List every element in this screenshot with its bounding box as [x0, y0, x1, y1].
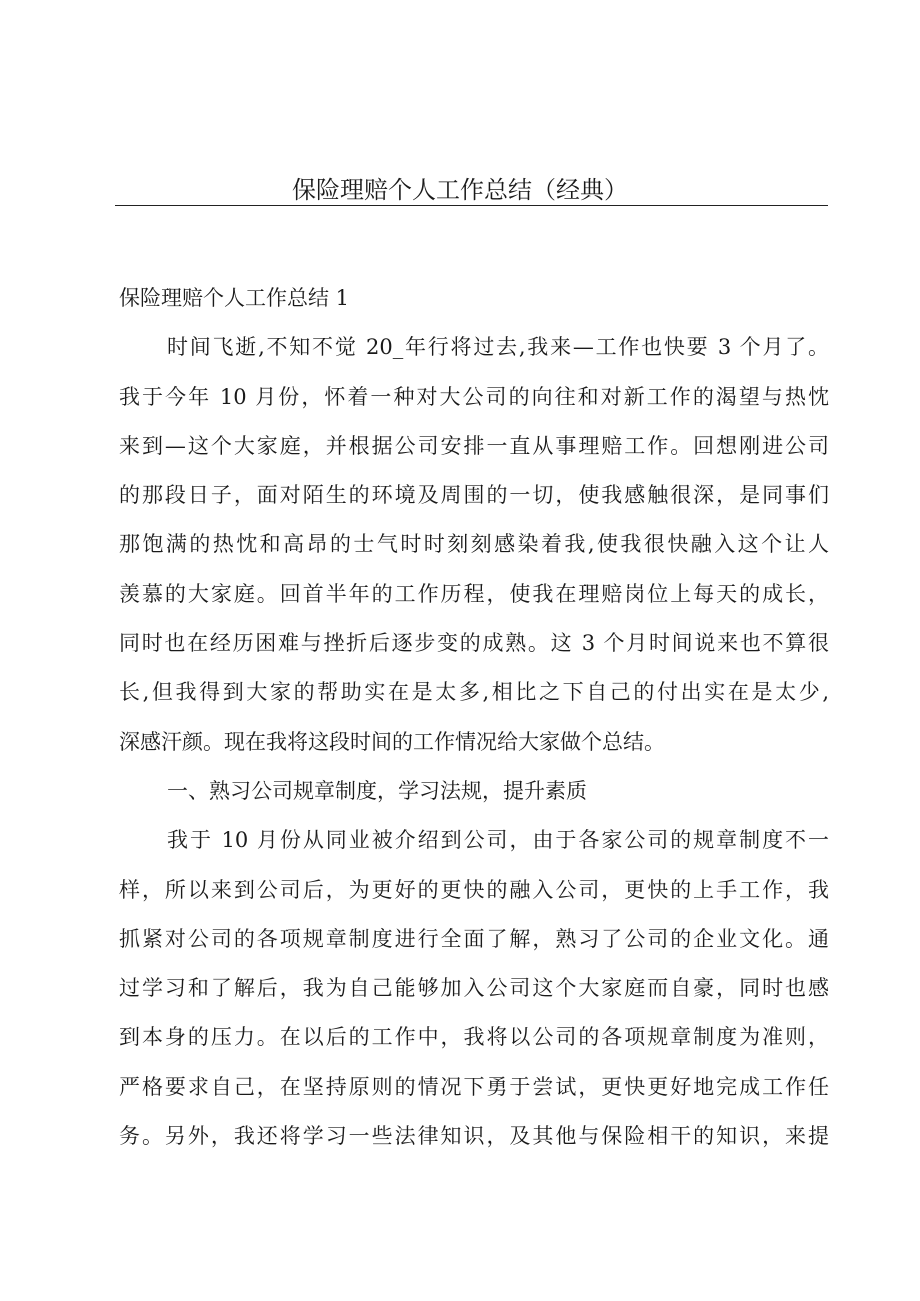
paragraph-line: 过学习和了解后，我为自己能够加入公司这个大家庭而自豪，同时也感 — [119, 976, 829, 1001]
document-body — [119, 274, 829, 1161]
paragraph-line: 一、熟习公司规章制度，学习法规，提升素质 — [167, 778, 587, 803]
paragraph-line: 严格要求自己，在坚持原则的情况下勇于尝试，更快更好地完成工作任 — [119, 1074, 829, 1099]
paragraph-line: 同时也在经历困难与挫折后逐步变的成熟。这 3 个月时间说来也不算很 — [119, 631, 829, 656]
paragraph-line: 来到—这个大家庭，并根据公司安排一直从事理赔工作。回想刚进公司 — [119, 433, 829, 458]
paragraph-line: 那饱满的热忱和高昂的士气时时刻刻感染着我,使我很快融入这个让人 — [119, 532, 829, 557]
paragraph-line: 务。另外，我还将学习一些法律知识，及其他与保险相干的知识，来提 — [119, 1124, 829, 1149]
paragraph-line: 到本身的压力。在以后的工作中，我将以公司的各项规章制度为准则， — [119, 1025, 829, 1050]
title-underline — [115, 205, 828, 206]
paragraph-line: 我于 10 月份从同业被介绍到公司，由于各家公司的规章制度不一 — [167, 828, 829, 853]
section-heading: 保险理赔个人工作总结 1 — [119, 286, 350, 310]
paragraph-line: 长,但我得到大家的帮助实在是太多,相比之下自己的付出实在是太少, — [119, 680, 829, 705]
paragraph-line: 时间飞逝,不知不觉 20_年行将过去,我来—工作也快要 3 个月了。 — [167, 335, 829, 360]
paragraph-line: 样，所以来到公司后，为更好的更快的融入公司，更快的上手工作，我 — [119, 877, 829, 902]
paragraph-line: 深感汗颜。现在我将这段时间的工作情况给大家做个总结。 — [119, 729, 665, 754]
paragraph-line: 我于今年 10 月份，怀着一种对大公司的向往和对新工作的渴望与热忱 — [119, 384, 829, 409]
paragraph-line: 羡慕的大家庭。回首半年的工作历程，使我在理赔岗位上每天的成长， — [119, 581, 829, 606]
paragraph-line: 的那段日子，面对陌生的环境及周围的一切，使我感触很深，是同事们 — [119, 483, 829, 508]
document-title: 保险理赔个人工作总结（经典） — [292, 176, 628, 204]
paragraph-line: 抓紧对公司的各项规章制度进行全面了解，熟习了公司的企业文化。通 — [119, 926, 829, 951]
